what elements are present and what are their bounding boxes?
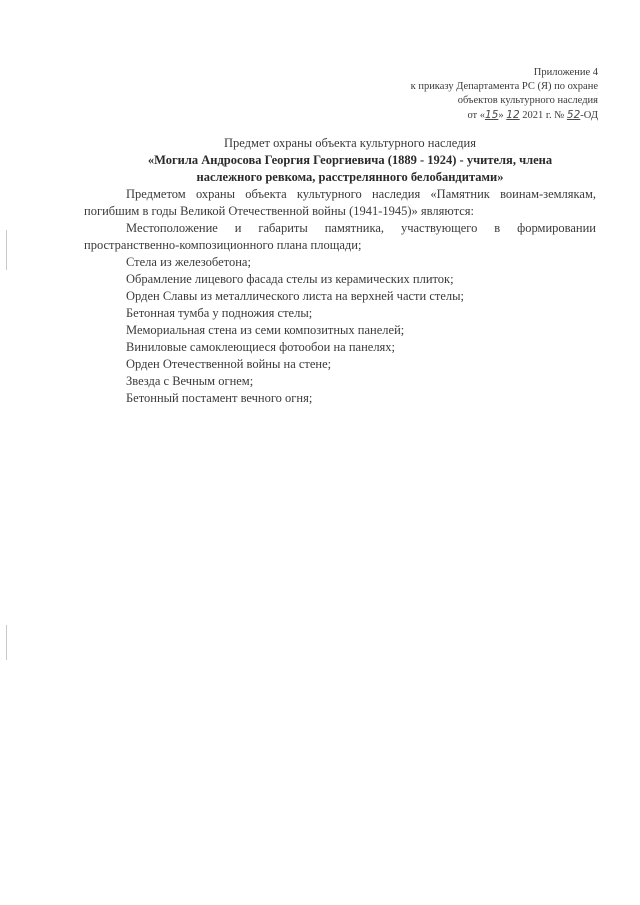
- scan-artifact: [6, 230, 7, 270]
- document-title: [95, 135, 605, 186]
- title-line-2: «Могила Андросова Георгия Георгиевича (1889 - 1924) - учителя, члена: [147, 153, 553, 167]
- list-item: Стела из железобетона;: [126, 255, 251, 269]
- appendix-date-number: от «15» 12 2021 г. № 52-ОД: [467, 109, 598, 121]
- intro-paragraph: Предметом охраны объекта культурного наследия «Памятник воинам-землякам, погибшим в годы Великой Отечественной войны (1941-1945)» являются:: [84, 187, 596, 218]
- list-item: Бетонный постамент вечного огня;: [126, 391, 313, 405]
- title-line-3: наслежного ревкома, расстрелянного белобандитами»: [196, 170, 504, 184]
- list-item: Орден Отечественной войны на стене;: [126, 357, 332, 371]
- location-paragraph: Местоположение и габариты памятника, участвующего в формировании пространственно-композиционного плана площади;: [84, 221, 596, 252]
- handwritten-day: 15: [485, 109, 499, 121]
- document-body: [84, 186, 596, 407]
- list-item: Орден Славы из металлического листа на верхней части стелы;: [126, 289, 464, 303]
- list-item: Бетонная тумба у подножия стелы;: [126, 306, 313, 320]
- list-item: Виниловые самоклеющиеся фотообои на панелях;: [126, 340, 396, 354]
- handwritten-month: 12: [506, 109, 520, 121]
- appendix-header: [338, 66, 598, 123]
- title-line-1: Предмет охраны объекта культурного наследия: [224, 136, 476, 150]
- appendix-order-ref: к приказу Департамента РС (Я) по охране: [410, 81, 598, 92]
- appendix-label: Приложение 4: [533, 67, 598, 78]
- list-item: Мемориальная стена из семи композитных панелей;: [126, 323, 405, 337]
- list-item: Звезда с Вечным огнем;: [126, 374, 254, 388]
- scan-artifact: [6, 625, 7, 660]
- appendix-order-ref-2: объектов культурного наследия: [457, 95, 598, 106]
- list-item: Обрамление лицевого фасада стелы из керамических плиток;: [126, 272, 454, 286]
- handwritten-number: 52: [566, 109, 581, 121]
